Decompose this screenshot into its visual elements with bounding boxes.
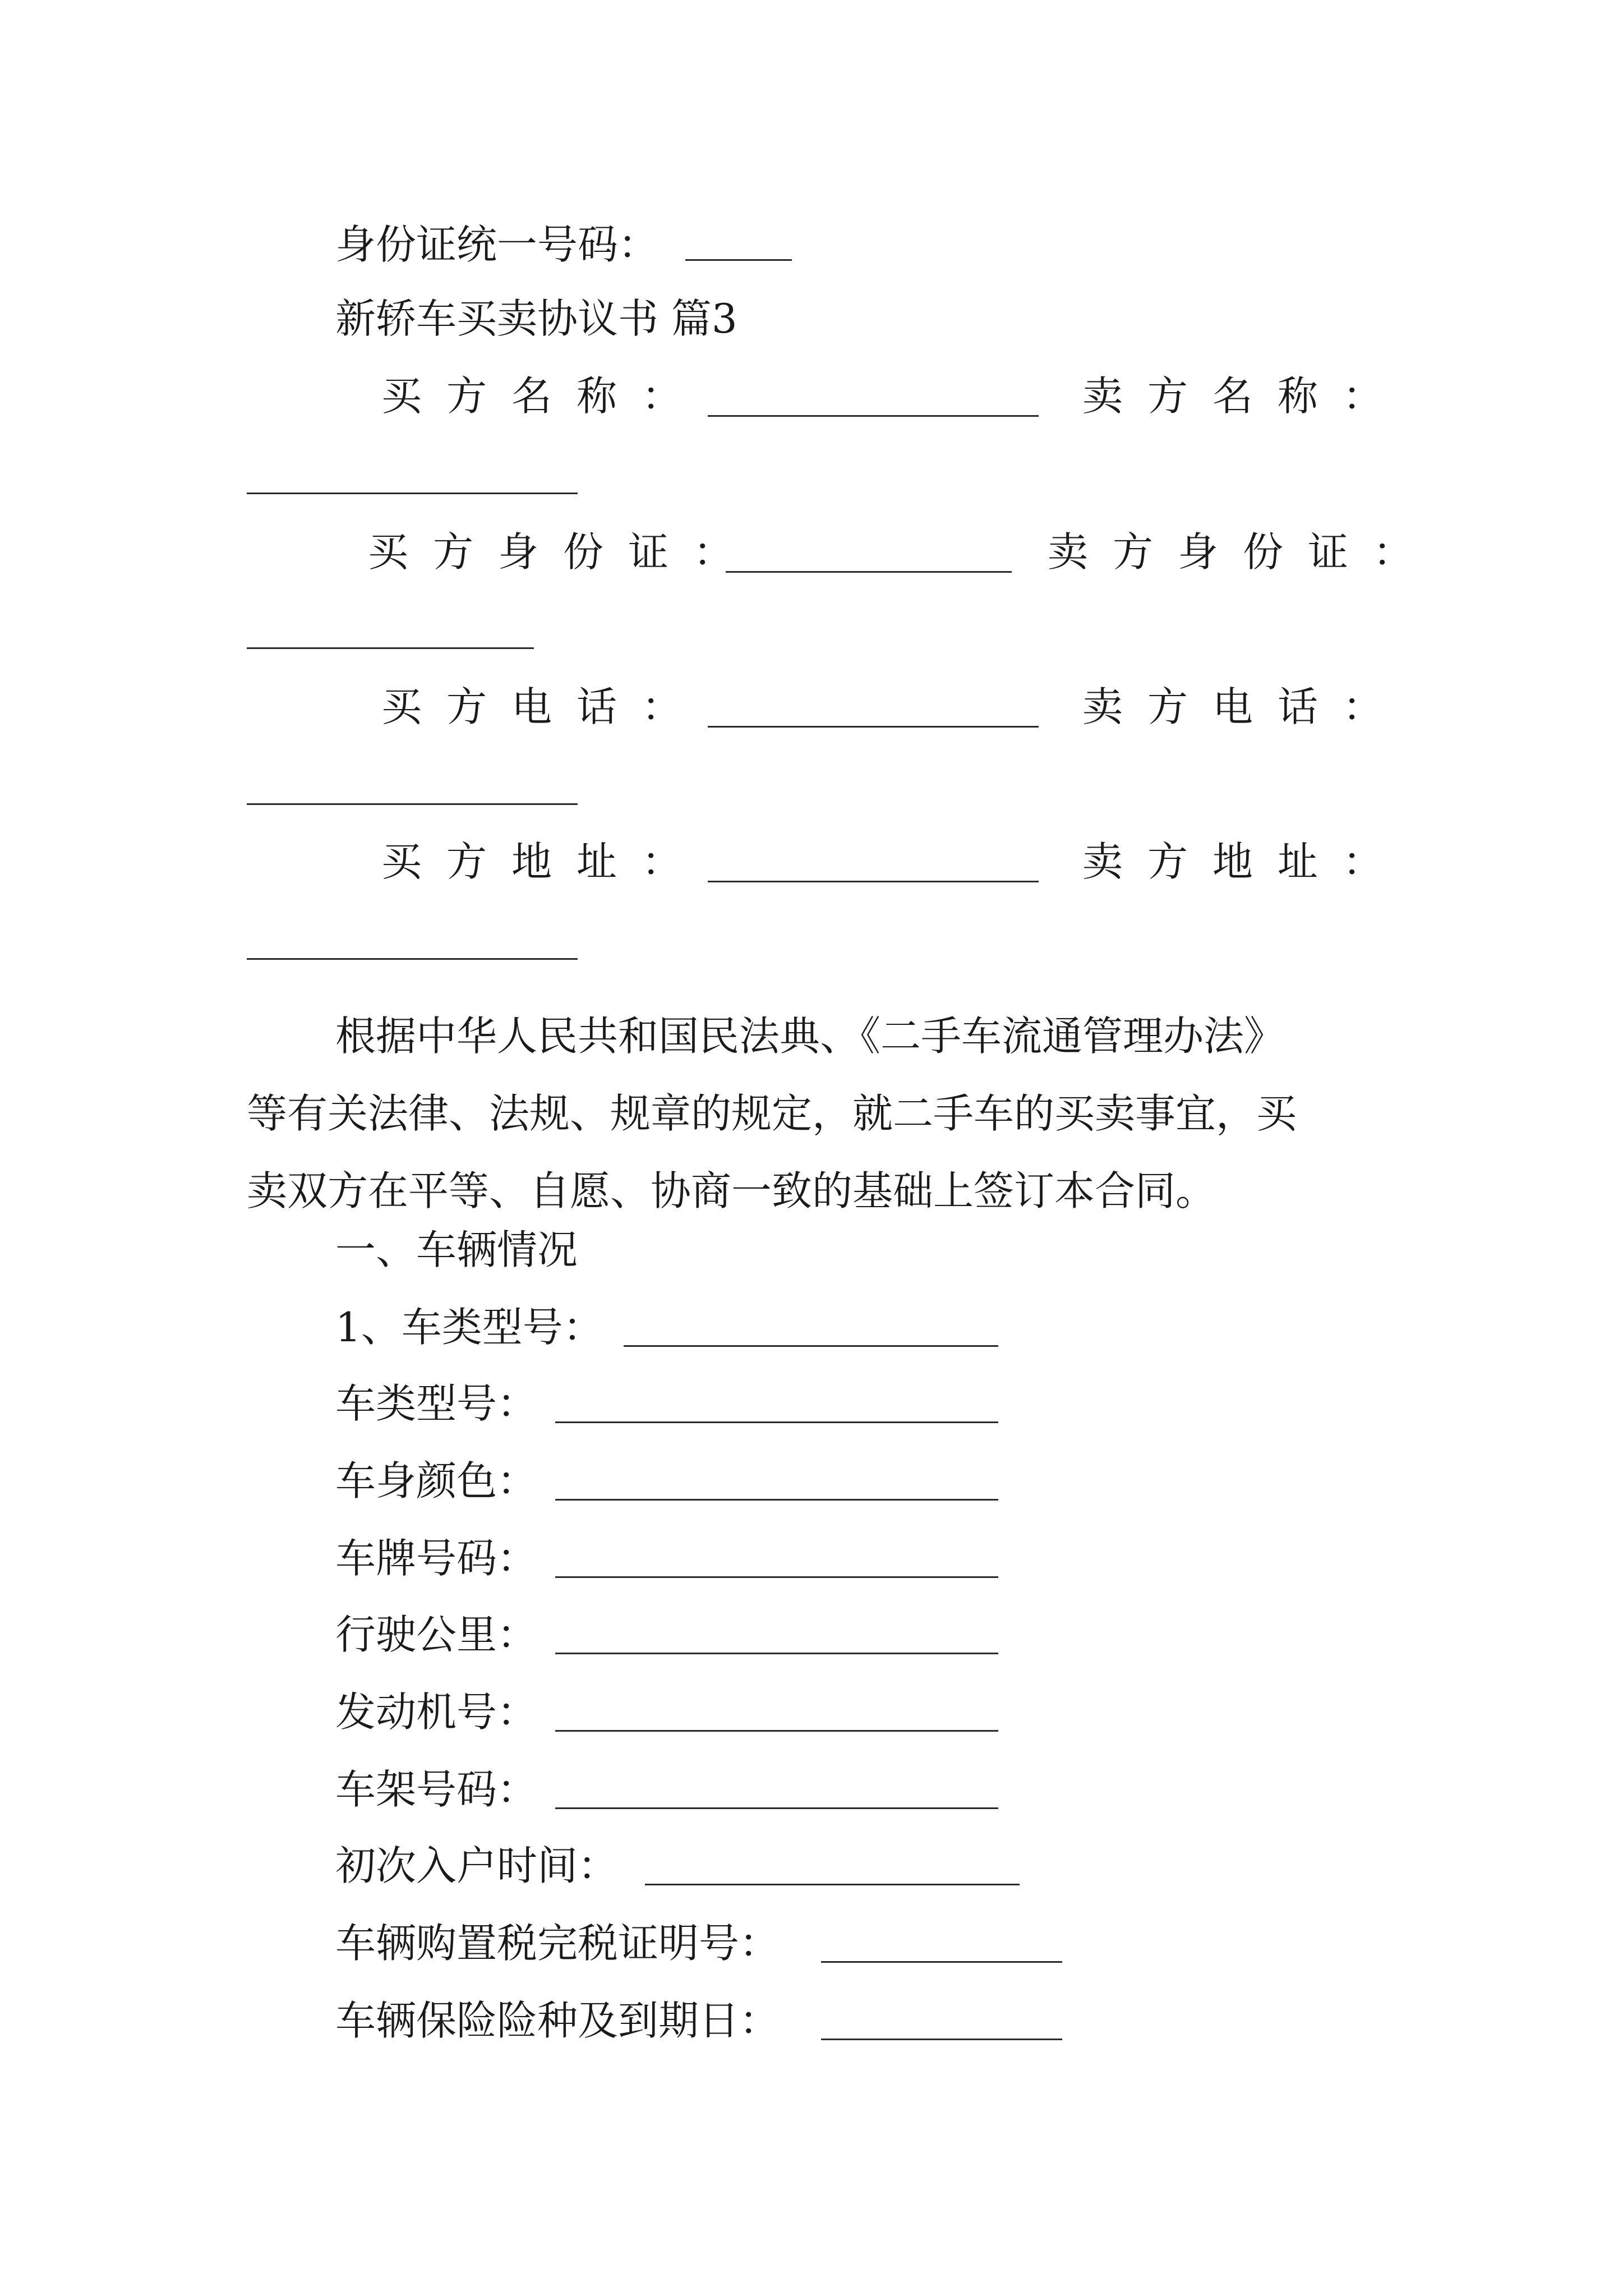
field-car-model-1-label: 1、车类型号： bbox=[335, 1304, 603, 1351]
seller-id-blank bbox=[247, 647, 534, 649]
field-car-model-2-blank bbox=[555, 1421, 998, 1423]
field-vin-label: 车架号码： bbox=[335, 1766, 538, 1813]
buyer-id-label: 买方身份证： bbox=[368, 528, 759, 576]
document-heading: 新轿车买卖协议书 篇3 bbox=[335, 295, 737, 342]
buyer-name-label: 买方名称： bbox=[381, 372, 707, 420]
buyer-address-blank bbox=[708, 881, 1039, 882]
seller-address-blank bbox=[247, 958, 578, 960]
section-1-title: 一、车辆情况 bbox=[335, 1226, 578, 1273]
field-mileage-blank bbox=[555, 1653, 998, 1654]
field-engine-number-label: 发动机号： bbox=[335, 1688, 538, 1736]
field-car-model-1-blank bbox=[624, 1345, 998, 1347]
buyer-name-blank bbox=[708, 415, 1039, 417]
buyer-id-blank bbox=[726, 571, 1012, 573]
id-number-label: 身份证统一号码： bbox=[335, 221, 659, 268]
seller-address-label: 卖方地址： bbox=[1082, 838, 1408, 885]
field-first-registration-label: 初次入户时间： bbox=[335, 1842, 619, 1889]
buyer-phone-blank bbox=[708, 726, 1039, 728]
buyer-address-label: 买方地址： bbox=[381, 838, 707, 885]
preamble-line-1: 根据中华人民共和国民法典、《二手车流通管理办法》 bbox=[335, 1013, 1285, 1060]
preamble-line-2: 等有关法律、法规、规章的规定，就二手车的买卖事宜，买 bbox=[247, 1090, 1297, 1137]
field-body-color-blank bbox=[555, 1499, 998, 1501]
seller-id-label: 卖方身份证： bbox=[1048, 528, 1438, 576]
field-purchase-tax-label: 车辆购置税完税证明号： bbox=[335, 1920, 780, 1967]
field-purchase-tax-blank bbox=[821, 1961, 1062, 1963]
field-plate-number-label: 车牌号码： bbox=[335, 1535, 538, 1582]
seller-name-blank bbox=[247, 493, 578, 494]
field-vin-blank bbox=[555, 1807, 998, 1809]
seller-phone-blank bbox=[247, 803, 578, 805]
field-insurance-blank bbox=[821, 2039, 1062, 2040]
id-number-blank bbox=[685, 259, 792, 261]
field-body-color-label: 车身颜色： bbox=[335, 1457, 538, 1504]
field-plate-number-blank bbox=[555, 1576, 998, 1578]
preamble-line-3: 卖双方在平等、自愿、协商一致的基础上签订本合同。 bbox=[247, 1167, 1216, 1214]
field-mileage-label: 行驶公里： bbox=[335, 1611, 538, 1658]
buyer-phone-label: 买方电话： bbox=[381, 683, 707, 730]
seller-phone-label: 卖方电话： bbox=[1082, 683, 1408, 730]
field-engine-number-blank bbox=[555, 1730, 998, 1732]
seller-name-label: 卖方名称： bbox=[1082, 372, 1408, 420]
field-car-model-2-label: 车类型号： bbox=[335, 1380, 538, 1427]
field-insurance-label: 车辆保险险种及到期日： bbox=[335, 1997, 780, 2044]
field-first-registration-blank bbox=[645, 1884, 1020, 1885]
